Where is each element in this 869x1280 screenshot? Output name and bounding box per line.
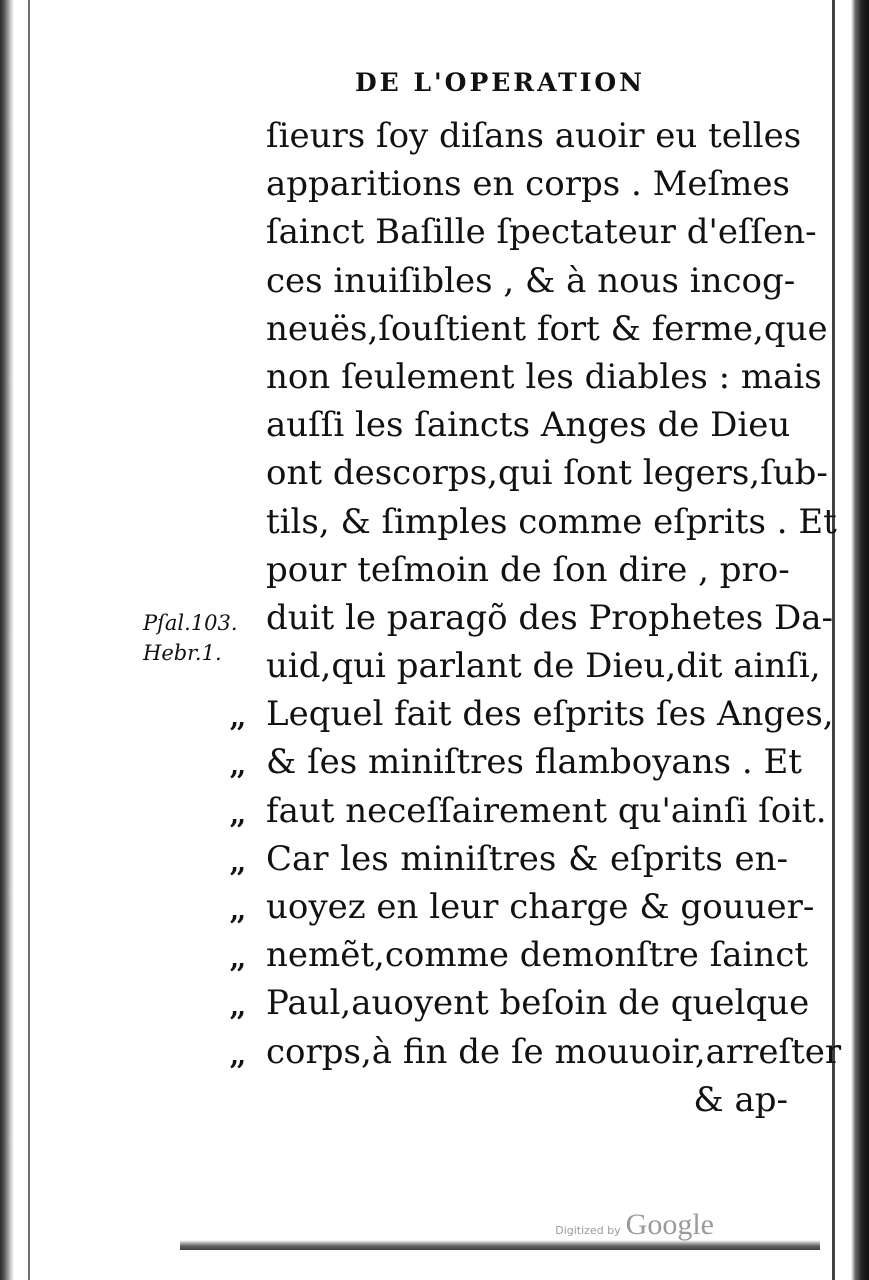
scan-bottom-edge	[180, 1240, 820, 1250]
text-line	[230, 931, 809, 979]
text-line	[266, 401, 791, 449]
text-line	[266, 208, 817, 256]
margin-notes	[143, 608, 238, 668]
quotation-mark: ,,	[230, 992, 245, 1023]
line-text: ont descorps,qui ſont legers,ſub-	[266, 453, 828, 494]
text-line	[230, 835, 788, 883]
quotation-mark: ,,	[230, 751, 245, 782]
text-line	[266, 112, 802, 160]
scan-right-edge	[851, 0, 869, 1280]
quotation-mark: ,,	[230, 799, 245, 830]
quotation-mark: ,,	[230, 703, 245, 734]
text-line	[266, 546, 788, 594]
line-text: & ſes miniſtres flamboyans . Et	[266, 742, 802, 783]
line-text: uoyez en leur charge & gouuer-	[266, 887, 815, 927]
google-logo: Google	[625, 1208, 714, 1241]
digitized-by-label: Digitized by	[555, 1224, 621, 1237]
line-text: ces inuiſibles , & à nous incog-	[266, 260, 796, 301]
line-text: ſieurs ſoy diſans auoir eu telles	[266, 116, 802, 156]
line-text: tils, & ſimples comme eſprits . Et	[266, 501, 837, 542]
line-text: & ap-	[693, 1079, 788, 1120]
line-text: duit le paragõ des Prophetes Da-	[266, 597, 833, 638]
margin-note: Hebr.1.	[143, 641, 222, 665]
line-text: Car les miniſtres & eſprits en-	[266, 838, 788, 879]
text-line	[230, 883, 815, 931]
text-line	[266, 257, 796, 305]
quotation-mark: ,,	[230, 896, 245, 926]
line-text: uid,qui parlant de Dieu,dit ainſi,	[266, 646, 821, 687]
scan-left-line	[28, 0, 30, 1280]
line-text: faut neceſſairement qu'ainſi ſoit.	[266, 790, 827, 831]
text-block	[230, 112, 842, 1124]
running-head: DE L'OPERATION	[355, 68, 646, 97]
margin-note: Pſal.103.	[143, 611, 238, 635]
line-text: auſſi les ſaincts Anges de Dieu	[266, 405, 791, 446]
quotation-mark: ,,	[230, 1040, 245, 1071]
text-line	[266, 498, 837, 546]
text-line	[230, 1028, 842, 1076]
line-text: corps,à fin de ſe mouuoir,arreſter	[266, 1031, 842, 1072]
quotation-mark: ,,	[230, 847, 245, 878]
scan-left-edge	[0, 0, 14, 1280]
quotation-mark: ,,	[230, 944, 245, 975]
text-line	[266, 353, 822, 401]
line-text: Lequel fait des eſprits ſes Anges,	[266, 694, 834, 735]
digitized-stamp	[555, 1208, 714, 1242]
text-line	[266, 305, 828, 353]
text-line	[230, 787, 827, 835]
line-text: Paul,auoyent beſoin de quelque	[266, 983, 810, 1024]
text-line	[230, 690, 834, 738]
text-line	[230, 979, 810, 1027]
text-line	[230, 738, 802, 786]
line-text: pour teſmoin de ſon dire , pro-	[266, 549, 790, 590]
line-text: non ſeulement les diables : mais	[266, 356, 822, 397]
line-text: nemẽt,comme demonſtre ſainct	[266, 935, 809, 976]
line-text: apparitions en corps . Meſmes	[266, 164, 790, 205]
text-line	[266, 1076, 788, 1124]
line-text: ſainct Baſille ſpectateur d'eſſen-	[266, 212, 817, 253]
line-text: neuës,ſouſtient fort & ferme,que	[266, 308, 828, 349]
text-line	[266, 642, 821, 690]
text-line	[266, 160, 788, 208]
text-line	[266, 594, 833, 642]
text-line	[266, 449, 828, 497]
